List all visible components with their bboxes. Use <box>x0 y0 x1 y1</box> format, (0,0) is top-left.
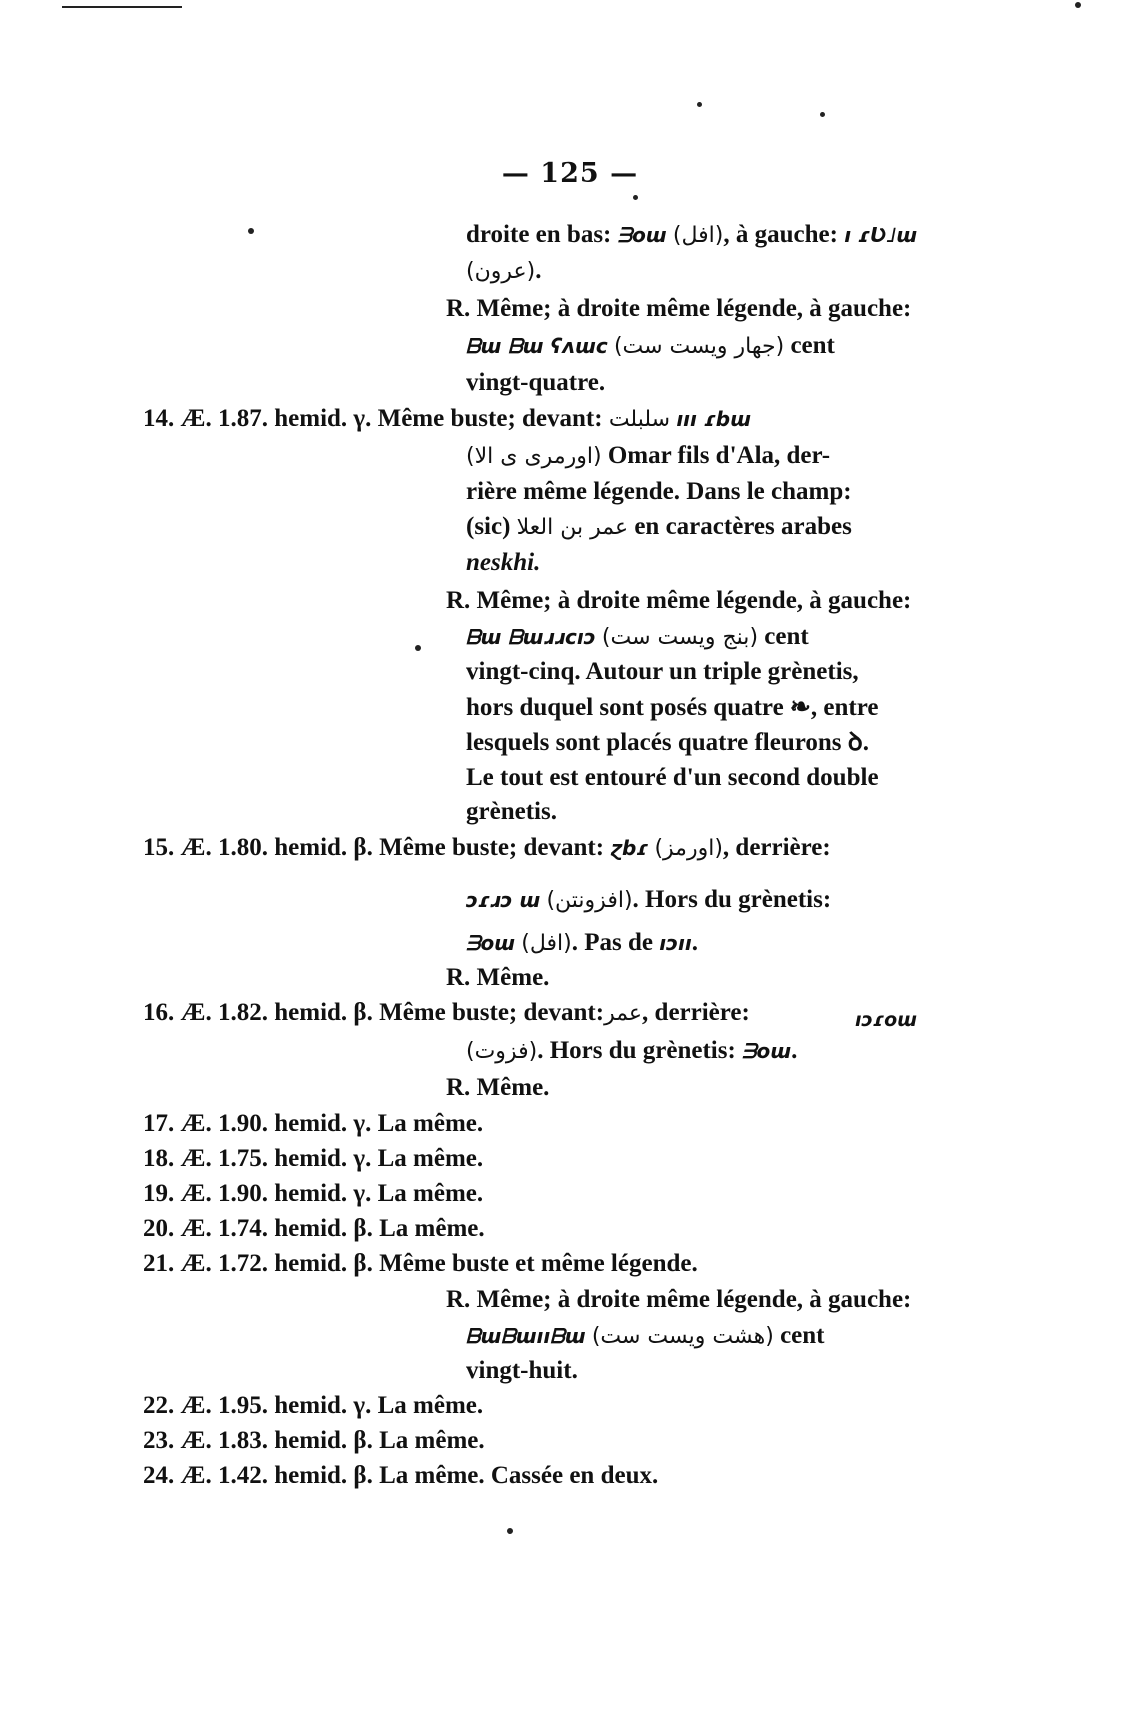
print-speck <box>248 228 254 234</box>
text-line: rière même légende. Dans le champ: <box>466 478 852 505</box>
entry-14: 14. Æ. 1.87. hemid. γ. Même buste; devant: سلبلت ııı ɾbɯ <box>143 405 751 432</box>
text-line: ᗷɯᗷɯııᗷɯ (هشت ويست ست) cent <box>466 1322 825 1349</box>
entry-24: 24. Æ. 1.42. hemid. β. La même. Cassée en deux. <box>143 1462 659 1489</box>
entry-15: 15. Æ. 1.80. hemid. β. Même buste; devant: ɀbɾ (اورمز), derrière: <box>143 834 831 861</box>
legend-glyph: ıɔɾoɯ <box>855 1009 917 1031</box>
entry-20: 20. Æ. 1.74. hemid. β. La même. <box>143 1215 485 1242</box>
text-line: R. Même. <box>446 1074 550 1101</box>
text-line: ᗱoɯ (افل). Pas de ıɔıı. <box>466 929 698 956</box>
entry-21: 21. Æ. 1.72. hemid. β. Même buste et même légende. <box>143 1250 698 1277</box>
text-line: R. Même; à droite même légende, à gauche: <box>446 295 912 322</box>
text-line: Le tout est entouré d'un second double <box>466 764 879 791</box>
text-line: grènetis. <box>466 798 557 825</box>
print-speck <box>697 102 702 107</box>
text-line: ᗷɯ ᗷɯɹɹcıɔ (بنج ويست ست) cent <box>466 623 809 650</box>
text-line: R. Même. <box>446 964 550 991</box>
text-line: ɔɾɹɔ ɯ (افزونتن). Hors du grènetis: <box>466 886 832 913</box>
entry-22: 22. Æ. 1.95. hemid. γ. La même. <box>143 1392 484 1419</box>
print-speck <box>415 645 421 651</box>
text-line: droite en bas: ᗱoɯ (افل), à gauche: ı ɾƲ˩ɯ <box>466 221 918 248</box>
print-speck <box>820 112 825 117</box>
text-line: R. Même; à droite même légende, à gauche: <box>446 1286 912 1313</box>
print-speck <box>507 1528 513 1534</box>
text-line: hors duquel sont posés quatre ❧, entre <box>466 694 879 721</box>
text-line: vingt-quatre. <box>466 369 606 396</box>
entry-16: 16. Æ. 1.82. hemid. β. Même buste; devant:عمر, derrière: <box>143 999 750 1026</box>
entry-18: 18. Æ. 1.75. hemid. γ. La même. <box>143 1145 484 1172</box>
text-line: lesquels sont placés quatre fleurons ꝺ. <box>466 729 869 756</box>
entry-23: 23. Æ. 1.83. hemid. β. La même. <box>143 1427 485 1454</box>
text-line: vingt-huit. <box>466 1357 578 1384</box>
text-line: vingt-cinq. Autour un triple grènetis, <box>466 658 859 685</box>
text-line: neskhi. <box>466 549 541 576</box>
print-speck <box>633 195 638 200</box>
text-line: (sic) عمر بن العلا en caractères arabes <box>466 513 852 540</box>
text-line: R. Même; à droite même légende, à gauche: <box>446 587 912 614</box>
print-speck <box>1075 2 1081 8</box>
text-line: ᗷɯ ᗷɯ ʕʌɯc (جهار ويست ست) cent <box>466 332 835 359</box>
text-line: (فزوت). Hors du grènetis: ᗱoɯ. <box>466 1037 798 1064</box>
text-line: (اورمرى ى الا) Omar fils d'Ala, der- <box>466 442 831 469</box>
entry-17: 17. Æ. 1.90. hemid. γ. La même. <box>143 1110 484 1137</box>
page-number: — 125 — <box>501 158 639 189</box>
entry-19: 19. Æ. 1.90. hemid. γ. La même. <box>143 1180 484 1207</box>
text-line: (عرون). <box>466 257 542 284</box>
top-rule <box>62 6 182 8</box>
